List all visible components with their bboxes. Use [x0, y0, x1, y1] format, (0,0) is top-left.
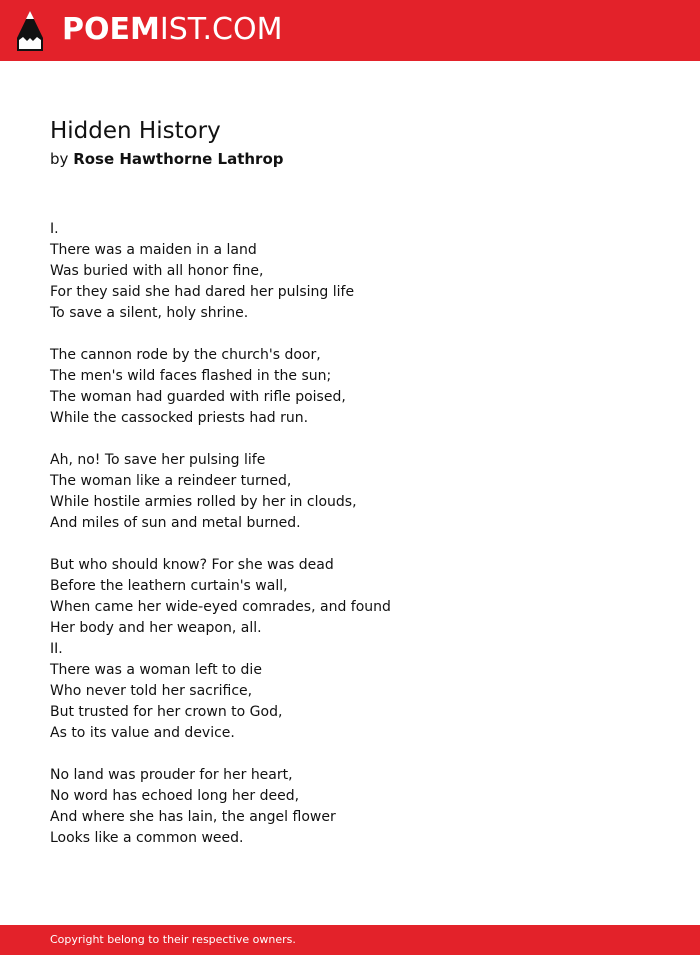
poem-line: The cannon rode by the church's door,	[50, 347, 321, 363]
poem-line: Was buried with all honor fine,	[50, 263, 264, 279]
poem-line: I.	[50, 221, 59, 237]
pencil-tip-icon	[17, 11, 43, 51]
poem-line: Who never told her sacrifice,	[50, 683, 253, 699]
poem-line: The men's wild faces flashed in the sun;	[50, 368, 332, 384]
poem-line: While hostile armies rolled by her in clouds,	[50, 494, 357, 510]
poem-line: Looks like a common weed.	[50, 830, 244, 846]
poem-line: When came her wide-eyed comrades, and found	[50, 599, 391, 615]
poem-line: Ah, no! To save her pulsing life	[50, 452, 266, 468]
site-header	[0, 0, 700, 61]
stanza-break	[50, 744, 650, 765]
poem-line: No word has echoed long her deed,	[50, 788, 300, 804]
poem-line: But trusted for her crown to God,	[50, 704, 283, 720]
poem-body	[50, 219, 650, 849]
poem-line: And miles of sun and metal burned.	[50, 515, 301, 531]
poem-line: The woman had guarded with rifle poised,	[50, 389, 346, 405]
poem-line: But who should know? For she was dead	[50, 557, 334, 573]
poem-line: As to its value and device.	[50, 725, 235, 741]
poem-line: The woman like a reindeer turned,	[50, 473, 292, 489]
poem-line: There was a maiden in a land	[50, 242, 257, 258]
site-footer	[0, 925, 700, 955]
poem-line: Her body and her weapon, all.	[50, 620, 262, 636]
poem-line: For they said she had dared her pulsing life	[50, 284, 355, 300]
logo-strong-text: POEM	[62, 12, 160, 47]
poem-title: Hidden History	[50, 118, 221, 144]
poem-line: To save a silent, holy shrine.	[50, 305, 249, 321]
stanza-break	[50, 324, 650, 345]
poem-line: And where she has lain, the angel flower	[50, 809, 336, 825]
by-label: by	[50, 150, 69, 168]
poem-byline	[50, 149, 284, 169]
logo-light-text: IST.COM	[159, 12, 283, 47]
poem-line: There was a woman left to die	[50, 662, 262, 678]
site-logo-link[interactable]	[62, 11, 282, 49]
stanza-break	[50, 429, 650, 450]
poem-line: II.	[50, 641, 63, 657]
poem-line: No land was prouder for her heart,	[50, 767, 293, 783]
poem-line: While the cassocked priests had run.	[50, 410, 309, 426]
stanza-break	[50, 534, 650, 555]
poem-line: Before the leathern curtain's wall,	[50, 578, 288, 594]
copyright-notice: Copyright belong to their respective owners.	[50, 933, 296, 946]
poem-author: Rose Hawthorne Lathrop	[73, 150, 284, 168]
